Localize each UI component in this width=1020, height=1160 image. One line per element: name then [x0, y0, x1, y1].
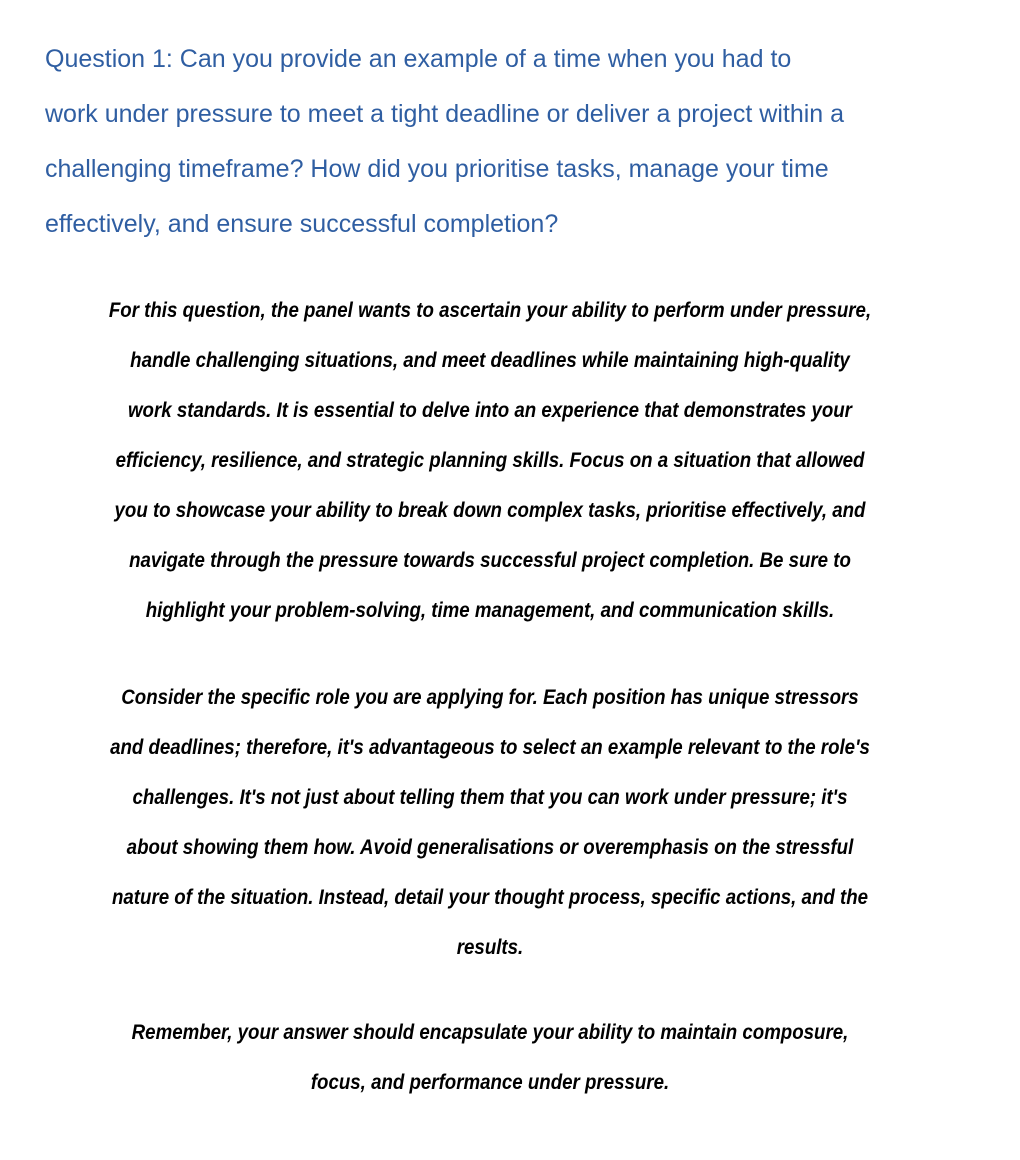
- paragraph-line: focus, and performance under pressure.: [310, 1071, 670, 1094]
- guidance-paragraph-1: [45, 286, 935, 636]
- paragraph-line: Remember, your answer should encapsulate your ability to maintain composure,: [131, 1021, 849, 1044]
- paragraph-line: handle challenging situations, and meet deadlines while maintaining high-quality: [130, 349, 850, 372]
- paragraph-line: navigate through the pressure towards successful project completion. Be sure to: [129, 549, 851, 572]
- paragraph-line: challenges. It's not just about telling them that you can work under pressure; it's: [132, 786, 848, 809]
- guidance-paragraph-2: [45, 673, 935, 973]
- paragraph-line: results.: [456, 936, 524, 959]
- paragraph-line: nature of the situation. Instead, detail your thought process, specific actions, and the: [111, 886, 869, 909]
- question-heading-line: work under pressure to meet a tight deadline or deliver a project within a: [45, 100, 845, 128]
- paragraph-line: and deadlines; therefore, it's advantageous to select an example relevant to the role's: [110, 736, 870, 759]
- paragraph-line: Consider the specific role you are applying for. Each position has unique stressors: [121, 686, 859, 709]
- question-heading-line: Question 1: Can you provide an example of a time when you had to: [45, 45, 792, 73]
- paragraph-line: work standards. It is essential to delve into an experience that demonstrates your: [128, 399, 852, 422]
- guidance-paragraph-3: [45, 1008, 935, 1108]
- paragraph-line: efficiency, resilience, and strategic planning skills. Focus on a situation that allowed: [115, 449, 865, 472]
- document-page: [45, 0, 935, 1108]
- question-heading-line: effectively, and ensure successful completion?: [45, 210, 559, 238]
- paragraph-line: you to showcase your ability to break down complex tasks, prioritise effectively, and: [114, 499, 866, 522]
- question-heading-line: challenging timeframe? How did you prioritise tasks, manage your time: [45, 155, 829, 183]
- question-heading: [45, 32, 935, 252]
- paragraph-line: For this question, the panel wants to ascertain your ability to perform under pressure,: [108, 299, 872, 322]
- paragraph-line: about showing them how. Avoid generalisations or overemphasis on the stressful: [126, 836, 854, 859]
- paragraph-line: highlight your problem-solving, time management, and communication skills.: [145, 599, 835, 622]
